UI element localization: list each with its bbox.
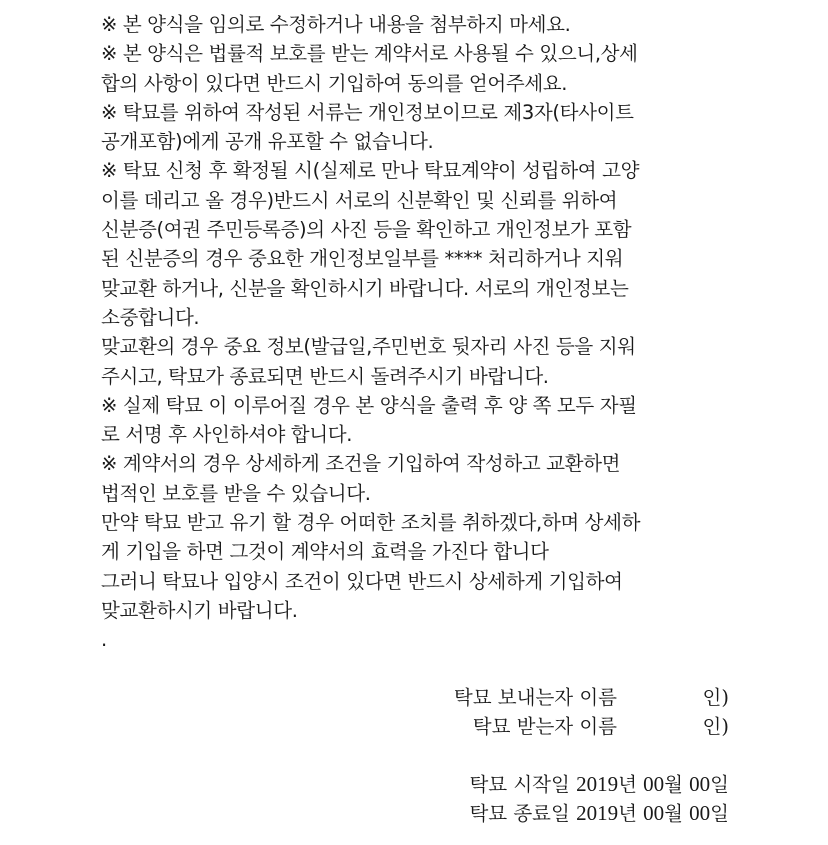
- receiver-name-label: 탁묘 받는자 이름: [472, 715, 617, 738]
- notice-line: 만약 탁묘 받고 유기 할 경우 어떠한 조치를 취하겠다,하며 상세하: [101, 511, 641, 535]
- notice-line: 된 신분증의 경우 중요한 개인정보일부를 **** 처리하거나 지워: [101, 247, 624, 271]
- notice-line: 이를 데리고 올 경우)반드시 서로의 신분확인 및 신뢰를 위하여: [101, 188, 618, 212]
- start-month: 00: [643, 772, 665, 796]
- notice-line: 주시고, 탁묘가 종료되면 반드시 돌려주시기 바랍니다.: [101, 364, 549, 388]
- notice-line: 맞교환하시기 바랍니다.: [101, 598, 298, 622]
- signature-section: [101, 683, 729, 741]
- end-date-label: 탁묘 종료일: [469, 802, 570, 825]
- notice-line: 법적인 보호를 받을 수 있습니다.: [101, 481, 371, 505]
- start-date-label: 탁묘 시작일: [469, 773, 570, 796]
- notice-section: [101, 10, 741, 655]
- start-day-unit: 일: [710, 773, 729, 796]
- start-month-unit: 월: [664, 773, 683, 796]
- sender-name-label: 탁묘 보내는자 이름: [453, 686, 617, 709]
- end-day: 00: [689, 801, 711, 825]
- notice-line: 맞교환의 경우 중요 정보(발급일,주민번호 뒷자리 사진 등을 지워: [101, 335, 636, 359]
- notice-line: ※ 본 양식을 임의로 수정하거나 내용을 첨부하지 마세요.: [101, 13, 571, 36]
- notice-line: 로 서명 후 사인하셔야 합니다.: [101, 423, 353, 447]
- notice-line: 그러니 탁묘나 입양시 조건이 있다면 반드시 상세하게 기입하여: [101, 569, 623, 593]
- notice-line: 맞교환 하거나, 신분을 확인하시기 바랍니다. 서로의 개인정보는: [101, 276, 629, 300]
- end-year: 2019: [576, 801, 619, 825]
- sender-signature-row: [101, 683, 729, 712]
- start-year: 2019: [576, 772, 619, 796]
- notice-line: ※ 계약서의 경우 상세하게 조건을 기입하여 작성하고 교환하면: [101, 452, 621, 476]
- receiver-signature-row: [101, 712, 729, 741]
- notice-line: 신분증(여권 주민등록증)의 사진 등을 확인하고 개인정보가 포함: [101, 218, 632, 242]
- receiver-seal: 인): [702, 715, 729, 738]
- notice-line: ※ 본 양식은 법률적 보호를 받는 계약서로 사용될 수 있으니,상세: [101, 42, 638, 66]
- notice-line: ※ 실제 탁묘 이 이루어질 경우 본 양식을 출력 후 양 쪽 모두 자필: [101, 393, 637, 417]
- start-year-unit: 년: [618, 773, 637, 796]
- notice-line: ※ 탁묘 신청 후 확정될 시(실제로 만나 탁묘계약이 성립하여 고양: [101, 159, 640, 183]
- start-date-row: [101, 770, 729, 799]
- end-month: 00: [643, 801, 665, 825]
- notice-line: ※ 탁묘를 위하여 작성된 서류는 개인정보이므로 제3자(타사이트: [101, 100, 634, 124]
- notice-line: 공개포함)에게 공개 유포할 수 없습니다.: [101, 130, 434, 154]
- start-day: 00: [689, 772, 711, 796]
- date-section: [101, 770, 729, 828]
- sender-seal: 인): [702, 686, 729, 709]
- trailing-dot: .: [101, 628, 108, 652]
- notice-line: 합의 사항이 있다면 반드시 기입하여 동의를 얻어주세요.: [101, 71, 568, 95]
- notice-line: 소중합니다.: [101, 305, 200, 329]
- end-year-unit: 년: [618, 802, 637, 825]
- end-month-unit: 월: [664, 802, 683, 825]
- contract-document: [101, 10, 741, 825]
- end-date-row: [101, 799, 729, 828]
- end-day-unit: 일: [710, 802, 729, 825]
- notice-line: 게 기입을 하면 그것이 계약서의 효력을 가진다 합니다: [101, 540, 549, 564]
